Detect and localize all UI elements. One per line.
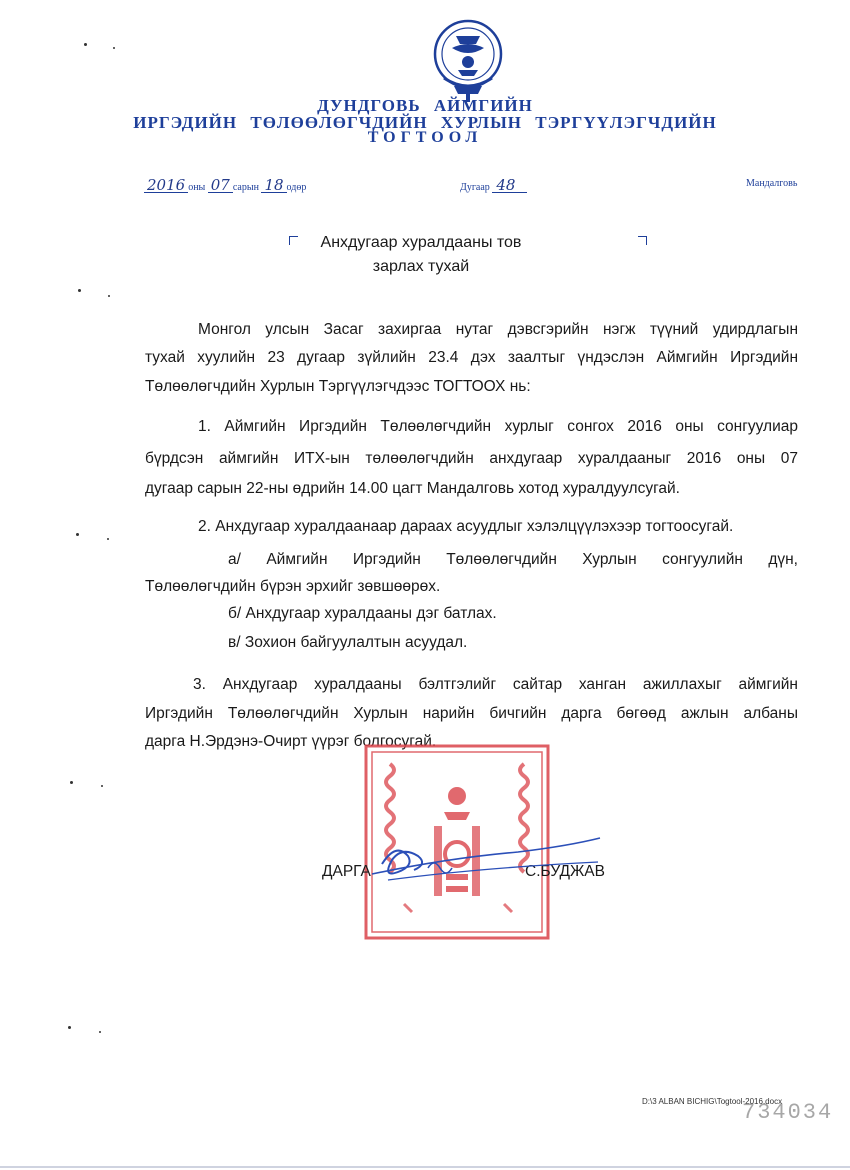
scan-speck — [78, 289, 81, 292]
number-label: Дугаар — [460, 182, 490, 193]
state-emblem-icon — [432, 14, 504, 106]
subject-line-1: Анхдугаар хуралдааны тов — [320, 234, 522, 251]
scan-speck — [84, 43, 87, 46]
scan-speck — [99, 1031, 101, 1033]
scan-speck — [108, 295, 110, 297]
intro-line-1: Монгол улсын Засаг захиргаа нутаг дэвсгэрийн нэгж түүний удирдлагын — [198, 321, 798, 338]
item3-line-2: Иргэдийн Төлөөлөгчдийн Хурлын нарийн бичгийн дарга бөгөөд ажлын албаны — [145, 705, 798, 722]
header-line-2: ИРГЭДИЙН ТӨЛӨӨЛӨГЧДИЙН ХУРЛЫН ТЭРГҮҮЛЭГЧДИЙН — [133, 113, 717, 132]
subject-line-2: зарлах тухай — [372, 258, 470, 275]
item3-line-3: дарга Н.Эрдэнэ-Очирт үүрэг болгосугай. — [145, 733, 437, 750]
scan-speck — [76, 533, 79, 536]
item1-line-3: дугаар сарын 22-ны өдрийн 14.00 цагт Мандалговь хотод хуралдуулсугай. — [145, 480, 680, 497]
date-field — [144, 178, 306, 193]
scan-speck — [68, 1026, 71, 1029]
file-path: D:\3 ALBAN BICHIG\Togtool-2016.docx — [642, 1097, 783, 1106]
header-line-1: ДУНДГОВЬ АЙМГИЙН — [317, 96, 533, 115]
document-number: 48 — [492, 178, 527, 193]
item1-line-1: 1. Аймгийн Иргэдийн Төлөөлөгчдийн хурлыг сонгох 2016 оны сонгуулиар — [198, 418, 798, 435]
item2b-line: б/ Анхдугаар хуралдааны дэг батлах. — [228, 605, 497, 622]
number-field — [460, 178, 527, 193]
signatory-title: ДАРГА — [322, 863, 371, 880]
item2-line: 2. Анхдугаар хуралдаанаар дараах асуудлыг хэлэлцүүлэхээр тогтоосугай. — [198, 518, 734, 535]
intro-line-3: Төлөөлөгчдийн Хурлын Тэргүүлэгчдээс ТОГТООХ нь: — [145, 378, 531, 395]
scan-speck — [113, 47, 115, 49]
scan-speck — [70, 781, 73, 784]
handwritten-signature — [368, 828, 608, 898]
date-month: 07 — [208, 178, 233, 193]
date-year-label: оны — [188, 182, 206, 193]
scan-speck — [107, 538, 109, 540]
date-year: 2016 — [144, 178, 188, 193]
item1-line-2: бүрдсэн аймгийн ИТХ-ын төлөөлөгчдийн анхдугаар хуралдааныг 2016 оны 07 — [145, 450, 798, 467]
date-day-label: одөр — [286, 182, 307, 193]
item3-line-1: 3. Анхдугаар хуралдааны бэлтгэлийг сайтар ханган ажиллахыг аймгийн — [193, 676, 798, 693]
document-serial-number: 734034 — [742, 1100, 834, 1125]
item2a-line-2: Төлөөлөгчдийн бүрэн эрхийг зөвшөөрөх. — [145, 578, 441, 595]
page-bottom-edge — [0, 1166, 850, 1168]
header-title: ТОГТООЛ — [367, 129, 483, 146]
item2c-line: в/ Зохион байгуулалтын асуудал. — [228, 634, 468, 651]
item2a-line-1: а/ Аймгийн Иргэдийн Төлөөлөгчдийн Хурлын сонгуулийн дүн, — [228, 551, 798, 568]
signatory-name: С.БУДЖАВ — [525, 863, 605, 880]
intro-line-2: тухай хуулийн 23 дугаар зүйлийн 23.4 дэх заалтыг үндэслэн Аймгийн Иргэдийн — [145, 349, 798, 366]
scan-speck — [101, 785, 103, 787]
date-month-label: сарын — [232, 182, 259, 193]
place-label: Мандалговь — [746, 178, 798, 189]
date-day: 18 — [261, 178, 286, 193]
